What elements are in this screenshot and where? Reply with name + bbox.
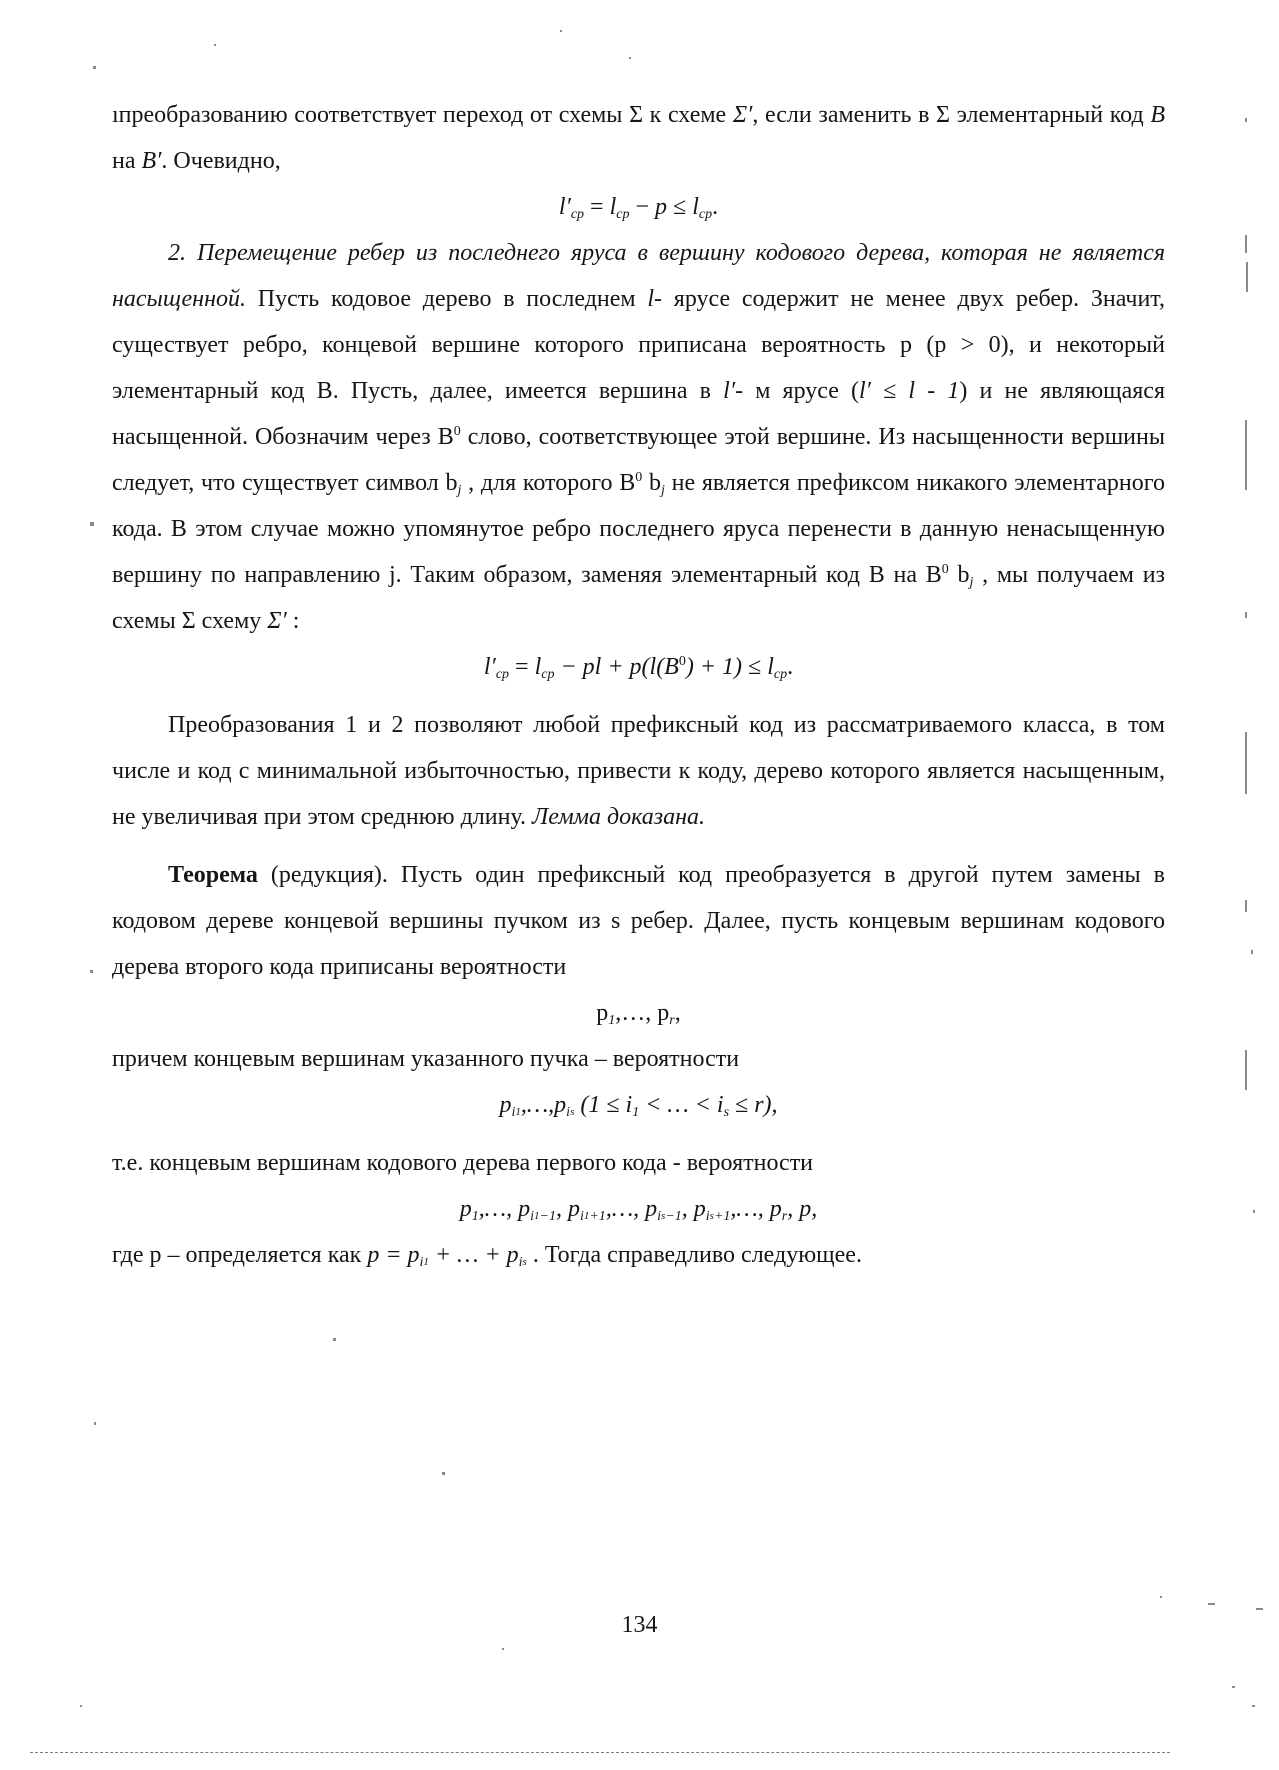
formula-subscript: s bbox=[709, 1210, 714, 1222]
formula-3 bbox=[112, 990, 1165, 1036]
scan-speck bbox=[1246, 262, 1248, 292]
text-run: b bbox=[948, 562, 970, 588]
math-condition: l′ ≤ l - 1 bbox=[859, 378, 960, 404]
scan-speck bbox=[1208, 1603, 1215, 1605]
subscript: j bbox=[969, 575, 974, 590]
formula-run: l bbox=[692, 194, 699, 220]
formula-subscript: i bbox=[419, 1255, 424, 1270]
paragraph-7 bbox=[112, 1232, 1165, 1278]
paragraph-6 bbox=[112, 1140, 1165, 1186]
scan-speck bbox=[1245, 1050, 1247, 1090]
formula-subscript: i bbox=[530, 1209, 535, 1224]
formula-subscript: ср bbox=[698, 207, 713, 222]
formula-subscript: i bbox=[579, 1209, 584, 1224]
text-run: ıпреобразованию соответствует переход от схемы Σ к схеме bbox=[112, 102, 733, 128]
text-run: (редукция). Пусть один префиксный код преобразуется в другой путем замены в кодовом дереве концевой вершины пучком из s ребер. Далее, пусть концевым вершинам кодового дерева второго кода приписаны вероятности bbox=[112, 862, 1165, 980]
formula-2 bbox=[112, 644, 1165, 690]
formula-subscript: i bbox=[566, 1105, 571, 1120]
superscript: 0 bbox=[635, 470, 643, 485]
scan-speck bbox=[1245, 235, 1247, 253]
text-run: т.е. концевым вершинам кодового дерева первого кода - вероятности bbox=[112, 1150, 814, 1176]
math-symbol: l′ bbox=[723, 378, 736, 404]
text-run: . Очевидно, bbox=[161, 148, 281, 174]
paragraph-5 bbox=[112, 1036, 1165, 1082]
page-number: 134 bbox=[621, 1612, 658, 1638]
formula-run: ,…, p bbox=[605, 1196, 658, 1222]
formula-subscript: s bbox=[723, 1105, 730, 1120]
text-run: где p – определяется как bbox=[112, 1242, 368, 1268]
scan-speck bbox=[1256, 1608, 1263, 1610]
formula-run: l bbox=[534, 654, 542, 680]
formula-subscript: 1 bbox=[423, 1256, 429, 1268]
scan-speck bbox=[629, 57, 631, 59]
scan-speck bbox=[214, 44, 216, 46]
scan-edge-line bbox=[30, 1752, 1170, 1753]
text-run: - ярусе содержит не менее двух ребер. Значит, существует ребро, концевой вершине которого приписана вероятность p (p > 0), и некоторый элементарный код B. Пусть, далее, имеется вершина в bbox=[112, 286, 1165, 404]
formula-subscript: 1 bbox=[534, 1210, 540, 1222]
paragraph-3 bbox=[112, 702, 1165, 840]
formula-run: = bbox=[509, 654, 535, 680]
scan-speck bbox=[1232, 1686, 1235, 1688]
scan-speck bbox=[1245, 732, 1247, 794]
scan-speck bbox=[1245, 420, 1247, 490]
scan-speck bbox=[1245, 900, 1247, 912]
formula-subscript: ср bbox=[616, 207, 630, 222]
formula-run: l′ bbox=[558, 194, 571, 220]
formula-run: , p, bbox=[787, 1196, 818, 1222]
formula-5 bbox=[112, 1186, 1165, 1232]
formula-run: − pl + p(l(B bbox=[554, 654, 679, 680]
formula-run: . bbox=[787, 654, 794, 680]
italic-heading: 2. Перемещение ребер из последнего яруса в вершину кодового дерева, которая не является насыщенной. bbox=[112, 240, 1165, 312]
text-run: , для которого B bbox=[461, 470, 636, 496]
formula-subscript: ср bbox=[570, 207, 585, 222]
scan-speck bbox=[1245, 118, 1247, 122]
scan-speck bbox=[442, 1472, 445, 1475]
scan-speck bbox=[560, 30, 562, 32]
text-run: на bbox=[112, 148, 142, 174]
formula-subscript: s bbox=[661, 1210, 666, 1222]
superscript: 0 bbox=[941, 562, 949, 577]
formula-subscript: 1 bbox=[515, 1106, 521, 1118]
scan-speck bbox=[94, 1422, 96, 1425]
text-run: Преобразования 1 и 2 позволяют любой префиксный код из рассматриваемого класса, в том числе и код с минимальной избыточностью, привести к коду, дерево которого является насыщенным, не увеличивая при этом среднюю длину. bbox=[112, 712, 1165, 830]
formula-subscript: 1 bbox=[632, 1105, 640, 1120]
text-run: - м ярусе ( bbox=[735, 378, 860, 404]
formula-run: + … + p bbox=[428, 1242, 519, 1268]
scan-speck bbox=[90, 970, 93, 973]
formula-subscript: 1 bbox=[471, 1209, 479, 1224]
text-run: не является префиксом никакого элементарного кода. В этом случае можно упомянутое ребро последнего яруса перенести в данную ненасыщенную вершину по направлению j. Таким образом, заменяя элементарный код B на B bbox=[112, 470, 1166, 588]
formula-1 bbox=[112, 184, 1165, 230]
formula-run: l bbox=[767, 654, 774, 680]
scan-speck bbox=[502, 1648, 504, 1650]
formula-run: . bbox=[712, 194, 719, 220]
formula-subscript: 1 bbox=[608, 1013, 616, 1028]
paragraph-theorem bbox=[112, 852, 1165, 990]
text-run: слово, соответствующее этой вершине. Из насыщенности вершины следует, что существует символ b bbox=[112, 424, 1165, 496]
theorem-label: Теорема bbox=[168, 862, 258, 888]
formula-subscript: +1 bbox=[589, 1209, 606, 1224]
sigma-prime-symbol: Σ′ bbox=[267, 608, 287, 634]
scan-speck bbox=[1245, 612, 1247, 618]
page-body bbox=[112, 92, 1165, 1278]
formula-run: = bbox=[584, 194, 610, 220]
text-run: ) и не являющаяся насыщенной. Обозначим через B bbox=[112, 378, 1165, 450]
formula-run: , p bbox=[681, 1196, 706, 1222]
scan-speck bbox=[1251, 950, 1253, 954]
subscript: j bbox=[660, 483, 665, 498]
formula-run: ,…, p bbox=[730, 1196, 782, 1222]
lemma-proved: Лемма доказана. bbox=[532, 804, 706, 830]
scan-speck bbox=[80, 1705, 82, 1707]
formula-run: < … < i bbox=[639, 1092, 724, 1118]
formula-run: ,…,p bbox=[520, 1092, 567, 1118]
text-run: , если заменить в Σ элементарный код bbox=[752, 102, 1151, 128]
formula-subscript: ср bbox=[541, 667, 555, 682]
code-symbol: B bbox=[1150, 102, 1165, 128]
formula-subscript: i bbox=[657, 1209, 662, 1224]
text-run: . Тогда справедливо следующее. bbox=[526, 1242, 862, 1268]
formula-subscript: −1 bbox=[665, 1209, 682, 1224]
scan-speck bbox=[1253, 1210, 1255, 1213]
scan-speck bbox=[90, 522, 94, 526]
formula-4 bbox=[112, 1082, 1165, 1128]
code-symbol: B′ bbox=[141, 148, 162, 174]
formula-subscript: 1 bbox=[583, 1210, 590, 1222]
scan-speck bbox=[93, 66, 96, 69]
subscript: j bbox=[457, 483, 462, 498]
paragraph-1 bbox=[112, 92, 1165, 184]
formula-subscript: ср bbox=[773, 667, 788, 682]
formula-subscript: +1 bbox=[713, 1209, 731, 1224]
formula-subscript: s bbox=[522, 1256, 527, 1268]
scan-speck bbox=[333, 1338, 336, 1341]
formula-run: ,…, p bbox=[615, 1000, 670, 1026]
formula-subscript: i bbox=[705, 1209, 710, 1224]
text-run: b bbox=[642, 470, 661, 496]
formula-subscript: r bbox=[669, 1013, 675, 1028]
superscript: 0 bbox=[453, 424, 461, 439]
formula-run: , bbox=[674, 1000, 681, 1026]
formula-run: p bbox=[499, 1092, 512, 1118]
paragraph-2 bbox=[112, 230, 1165, 644]
formula-run: ) + 1) ≤ bbox=[685, 654, 768, 680]
formula-run: p bbox=[459, 1196, 472, 1222]
formula-run: ≤ r), bbox=[729, 1092, 778, 1118]
scan-speck bbox=[1160, 1596, 1162, 1598]
formula-run: − bbox=[629, 194, 656, 220]
formula-subscript: i bbox=[518, 1255, 523, 1270]
formula-run: p bbox=[596, 1000, 609, 1026]
formula-run: p bbox=[655, 194, 668, 220]
formula-subscript: r bbox=[781, 1209, 788, 1224]
formula-run: l bbox=[609, 194, 617, 220]
formula-run: (1 ≤ i bbox=[574, 1092, 633, 1118]
formula-superscript: 0 bbox=[678, 654, 686, 669]
formula-run: l′ bbox=[483, 654, 496, 680]
formula-subscript: s bbox=[570, 1106, 575, 1118]
formula-run: , p bbox=[555, 1196, 580, 1222]
formula-run: p = p bbox=[367, 1242, 420, 1268]
scan-speck bbox=[1252, 1705, 1255, 1707]
formula-subscript: i bbox=[511, 1105, 516, 1120]
text-run: причем концевым вершинам указанного пучка – вероятности bbox=[112, 1046, 740, 1072]
sigma-prime-symbol: Σ′ bbox=[732, 102, 753, 128]
formula-run: ,…, p bbox=[478, 1196, 531, 1222]
text-run: : bbox=[286, 608, 300, 634]
text-run: , мы получаем из схемы Σ схему bbox=[112, 562, 1166, 634]
math-symbol: l bbox=[647, 286, 655, 312]
formula-run: ≤ bbox=[667, 194, 693, 220]
text-run: Пусть кодовое дерево в последнем bbox=[246, 286, 648, 312]
formula-subscript: −1 bbox=[539, 1209, 556, 1224]
formula-subscript: ср bbox=[495, 667, 510, 682]
